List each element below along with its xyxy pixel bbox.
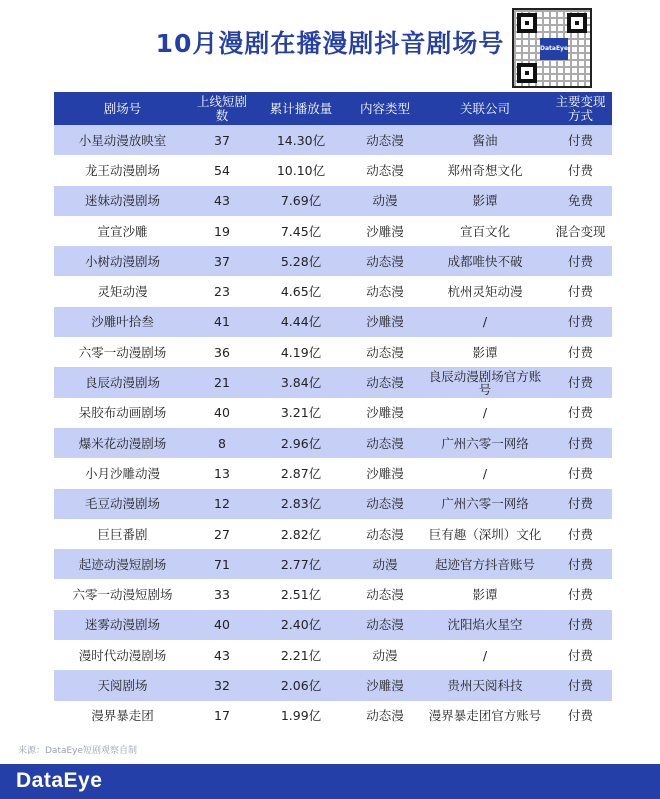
- table-cell: 付费: [549, 337, 612, 367]
- table-row: [54, 458, 612, 488]
- table-cell: 43: [191, 186, 253, 216]
- table-cell: 动态漫: [349, 519, 421, 549]
- table-cell: 动态漫: [349, 276, 421, 306]
- table-cell: 付费: [549, 367, 612, 397]
- table-cell: 动漫: [349, 640, 421, 670]
- table-row: [54, 701, 612, 731]
- qr-finder-top-right: [567, 13, 587, 33]
- table-row: [54, 246, 612, 276]
- table-cell: 14.30亿: [253, 125, 349, 155]
- table-cell: 酱油: [421, 125, 549, 155]
- table-row: [54, 610, 612, 640]
- table-cell: 动漫: [349, 549, 421, 579]
- table-cell: 21: [191, 367, 253, 397]
- qr-code: [512, 8, 592, 88]
- table-cell: 3.84亿: [253, 367, 349, 397]
- table-cell: 付费: [549, 125, 612, 155]
- table-cell: 动漫: [349, 186, 421, 216]
- table-cell: 13: [191, 458, 253, 488]
- table-cell: 起迹动漫短剧场: [54, 549, 191, 579]
- table-row: [54, 125, 612, 155]
- table-row: [54, 549, 612, 579]
- table-cell: 71: [191, 549, 253, 579]
- table-cell: 付费: [549, 549, 612, 579]
- table-cell: 8: [191, 428, 253, 458]
- table-cell: 17: [191, 701, 253, 731]
- table-cell: 付费: [549, 276, 612, 306]
- table-cell: 动态漫: [349, 125, 421, 155]
- table-cell: 小树动漫剧场: [54, 246, 191, 276]
- table-cell: 付费: [549, 428, 612, 458]
- table-cell: 2.40亿: [253, 610, 349, 640]
- table-cell: 付费: [549, 155, 612, 185]
- table-cell: 巨有趣（深圳）文化: [421, 519, 549, 549]
- table-cell: 动态漫: [349, 428, 421, 458]
- table-cell: 动态漫: [349, 610, 421, 640]
- table-cell: /: [421, 458, 549, 488]
- table-row: [54, 216, 612, 246]
- qr-logo: DataEye: [540, 38, 568, 60]
- table-row: [54, 276, 612, 306]
- table-cell: 沙雕漫: [349, 670, 421, 700]
- table-cell: 41: [191, 307, 253, 337]
- table-cell: 付费: [549, 398, 612, 428]
- table-cell: 成都唯快不破: [421, 246, 549, 276]
- table-cell: 27: [191, 519, 253, 549]
- table-cell: 漫界暴走团官方账号: [421, 701, 549, 731]
- table-cell: 小月沙雕动漫: [54, 458, 191, 488]
- table-cell: 迷妹动漫剧场: [54, 186, 191, 216]
- table-cell: 巨巨番剧: [54, 519, 191, 549]
- table-cell: 33: [191, 579, 253, 609]
- table-row: [54, 579, 612, 609]
- table-cell: 付费: [549, 519, 612, 549]
- table-cell: 广州六零一网络: [421, 489, 549, 519]
- table-cell: 呆胶布动画剧场: [54, 398, 191, 428]
- table-cell: 动态漫: [349, 337, 421, 367]
- table-cell: 37: [191, 125, 253, 155]
- table-cell: 迷雾动漫剧场: [54, 610, 191, 640]
- table-cell: 19: [191, 216, 253, 246]
- table-cell: 漫时代动漫剧场: [54, 640, 191, 670]
- table-cell: 沈阳焰火星空: [421, 610, 549, 640]
- table-cell: 广州六零一网络: [421, 428, 549, 458]
- table-cell: 六零一动漫剧场: [54, 337, 191, 367]
- column-header: 上线短剧数: [191, 92, 253, 125]
- table-cell: 影谭: [421, 579, 549, 609]
- table-cell: 2.21亿: [253, 640, 349, 670]
- table-cell: 动态漫: [349, 367, 421, 397]
- table-cell: 毛豆动漫剧场: [54, 489, 191, 519]
- table-cell: 2.77亿: [253, 549, 349, 579]
- table-cell: 杭州灵矩动漫: [421, 276, 549, 306]
- table-cell: 沙雕漫: [349, 398, 421, 428]
- table-cell: 沙雕漫: [349, 307, 421, 337]
- table-cell: 付费: [549, 489, 612, 519]
- table-cell: 免费: [549, 186, 612, 216]
- page-title: 10月漫剧在播漫剧抖音剧场号: [155, 29, 505, 58]
- table-cell: 54: [191, 155, 253, 185]
- table-cell: 10.10亿: [253, 155, 349, 185]
- table-cell: 5.28亿: [253, 246, 349, 276]
- table-cell: 付费: [549, 579, 612, 609]
- table-cell: 23: [191, 276, 253, 306]
- table-cell: 灵矩动漫: [54, 276, 191, 306]
- theater-table: [54, 92, 612, 731]
- table-cell: 3.21亿: [253, 398, 349, 428]
- table-cell: 2.82亿: [253, 519, 349, 549]
- table-row: [54, 670, 612, 700]
- table-cell: 4.44亿: [253, 307, 349, 337]
- table-cell: 40: [191, 610, 253, 640]
- table-cell: 沙雕漫: [349, 216, 421, 246]
- table-cell: 1.99亿: [253, 701, 349, 731]
- table-cell: 小星动漫放映室: [54, 125, 191, 155]
- table-row: [54, 337, 612, 367]
- table-cell: 7.69亿: [253, 186, 349, 216]
- qr-finder-bottom-left: [517, 63, 537, 83]
- table-cell: 天阅剧场: [54, 670, 191, 700]
- table-cell: 混合变现: [549, 216, 612, 246]
- table-cell: 动态漫: [349, 701, 421, 731]
- table-cell: 付费: [549, 610, 612, 640]
- table-cell: 4.65亿: [253, 276, 349, 306]
- table-cell: 宣百文化: [421, 216, 549, 246]
- table-cell: 12: [191, 489, 253, 519]
- column-header: 主要变现方式: [549, 92, 612, 125]
- table-cell: 2.96亿: [253, 428, 349, 458]
- column-header: 剧场号: [54, 92, 191, 125]
- table-row: [54, 489, 612, 519]
- table-cell: 影谭: [421, 337, 549, 367]
- table-cell: 爆米花动漫剧场: [54, 428, 191, 458]
- footer-bar: [0, 764, 660, 799]
- table-cell: 影谭: [421, 186, 549, 216]
- table-cell: /: [421, 398, 549, 428]
- column-header: 关联公司: [421, 92, 549, 125]
- source-note: 来源：DataEye短剧观察自制: [18, 746, 138, 756]
- table-cell: 沙雕叶拾叁: [54, 307, 191, 337]
- table-cell: /: [421, 640, 549, 670]
- table-row: [54, 428, 612, 458]
- table-cell: 漫界暴走团: [54, 701, 191, 731]
- table-cell: 7.45亿: [253, 216, 349, 246]
- table-cell: 贵州天阅科技: [421, 670, 549, 700]
- table-cell: 4.19亿: [253, 337, 349, 367]
- table-cell: 动态漫: [349, 489, 421, 519]
- table-cell: 36: [191, 337, 253, 367]
- column-header: 内容类型: [349, 92, 421, 125]
- table-cell: 2.51亿: [253, 579, 349, 609]
- table-cell: 郑州奇想文化: [421, 155, 549, 185]
- table-cell: 40: [191, 398, 253, 428]
- table-cell: /: [421, 307, 549, 337]
- table-cell: 沙雕漫: [349, 458, 421, 488]
- table-row: [54, 519, 612, 549]
- table-row: [54, 186, 612, 216]
- table-header-row: [54, 92, 612, 125]
- table-cell: 2.87亿: [253, 458, 349, 488]
- table-cell: 32: [191, 670, 253, 700]
- table-row: [54, 367, 612, 397]
- table-cell: 良辰动漫剧场: [54, 367, 191, 397]
- table-cell: 37: [191, 246, 253, 276]
- table-cell: 良辰动漫剧场官方账号: [421, 367, 549, 397]
- table-body: [54, 125, 612, 731]
- table-cell: 六零一动漫短剧场: [54, 579, 191, 609]
- table-cell: 2.06亿: [253, 670, 349, 700]
- brand-logo: DataEye: [16, 769, 103, 792]
- table-cell: 付费: [549, 670, 612, 700]
- table-cell: 动态漫: [349, 579, 421, 609]
- table-row: [54, 307, 612, 337]
- table-row: [54, 398, 612, 428]
- table-cell: 付费: [549, 701, 612, 731]
- table-cell: 付费: [549, 458, 612, 488]
- table-cell: 43: [191, 640, 253, 670]
- table-cell: 动态漫: [349, 246, 421, 276]
- table-row: [54, 155, 612, 185]
- table-cell: 动态漫: [349, 155, 421, 185]
- table-cell: 付费: [549, 307, 612, 337]
- qr-finder-top-left: [517, 13, 537, 33]
- table-cell: 2.83亿: [253, 489, 349, 519]
- table-row: [54, 640, 612, 670]
- table-cell: 龙王动漫剧场: [54, 155, 191, 185]
- table-cell: 起迹官方抖音账号: [421, 549, 549, 579]
- table-cell: 付费: [549, 640, 612, 670]
- table-cell: 付费: [549, 246, 612, 276]
- column-header: 累计播放量: [253, 92, 349, 125]
- table-cell: 宣宣沙雕: [54, 216, 191, 246]
